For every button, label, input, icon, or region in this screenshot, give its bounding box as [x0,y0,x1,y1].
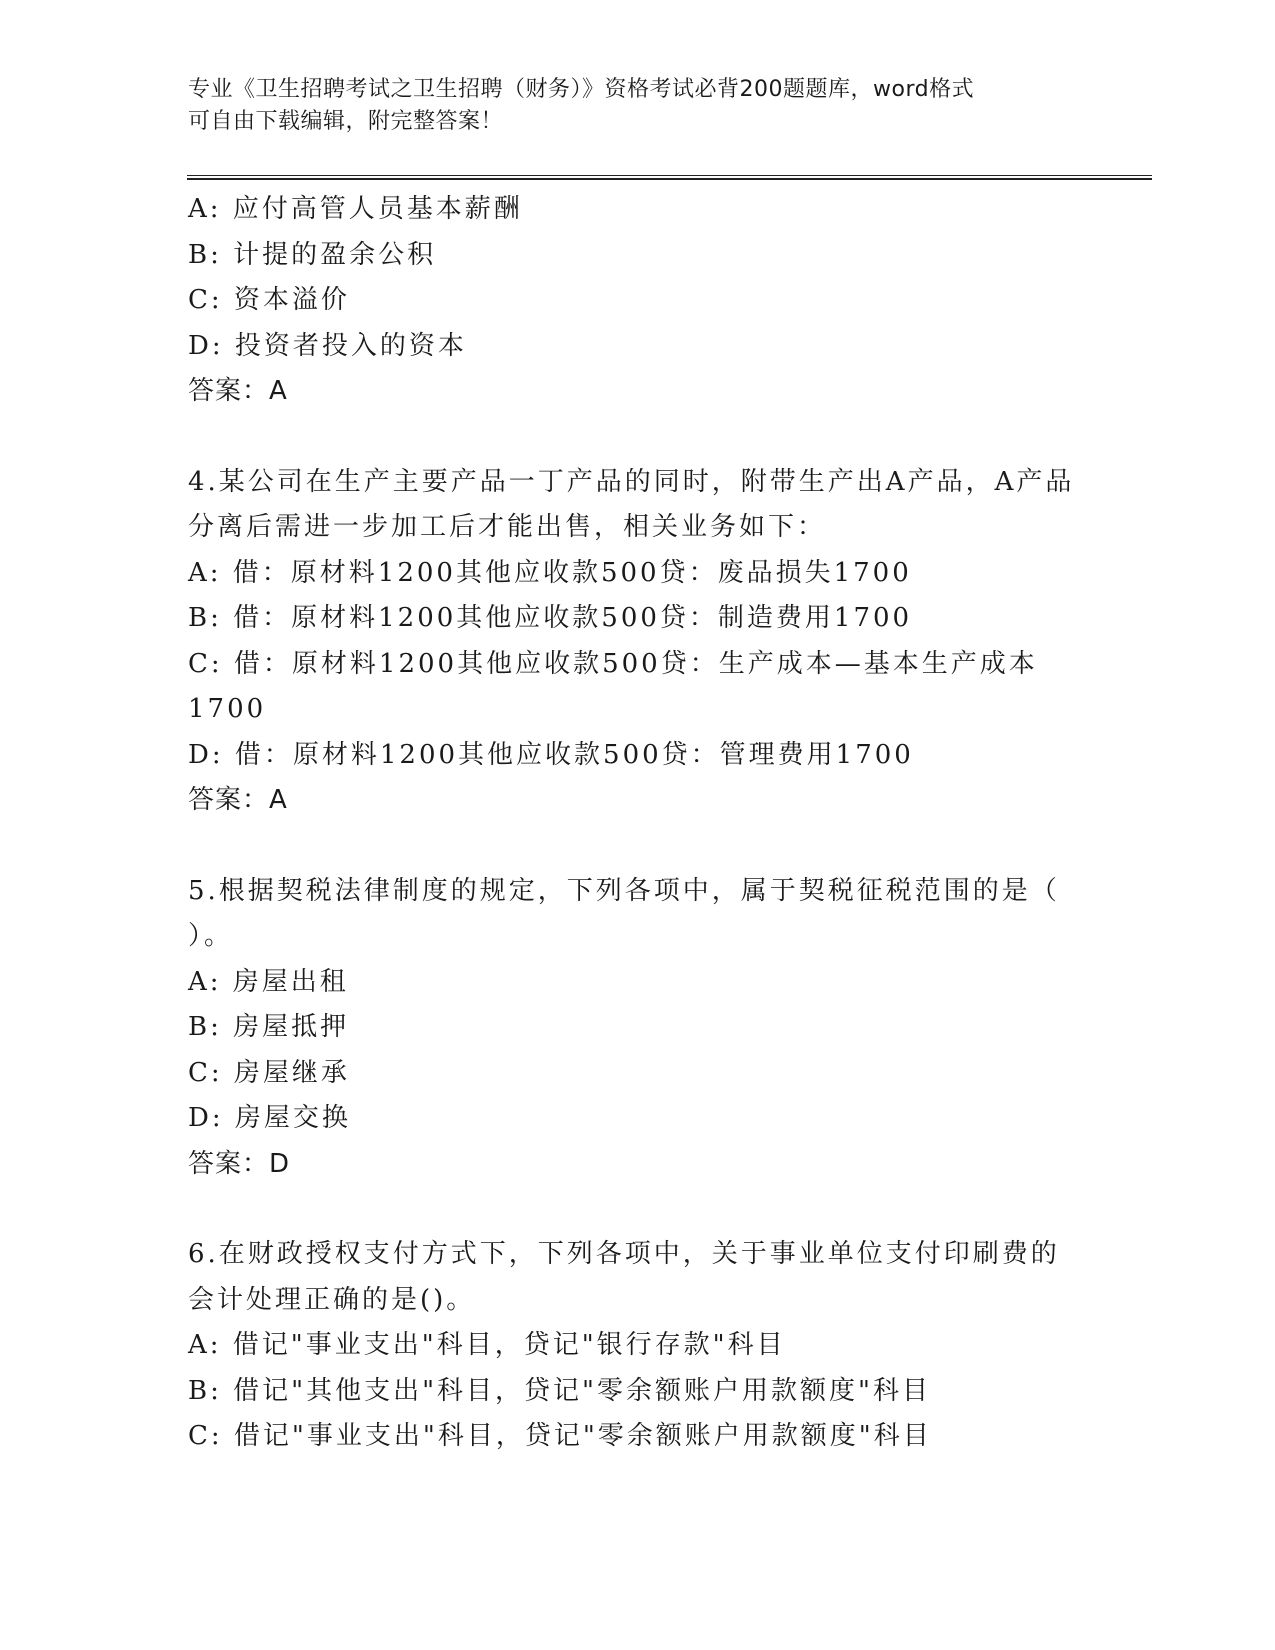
question-6 [188,1232,1088,1460]
question-spacer [188,1187,1088,1232]
q4-option-a: A: 借：原材料1200其他应收款500贷：废品损失1700 [188,557,912,588]
q4-option-c: C: 借：原材料1200其他应收款500贷：生产成本—基本生产成本 [188,648,1038,679]
q6-option-a: A: 借记"事业支出"科目，贷记"银行存款"科目 [188,1330,786,1360]
question-content [188,187,1088,1460]
question-spacer [188,824,1088,869]
q5-option-d: D: 房屋交换 [188,1103,351,1133]
q6-stem-line-1: 6.在财政授权支付方式下，下列各项中，关于事业单位支付印刷费的 [188,1239,1060,1269]
q5-option-a: A: 房屋出租 [188,966,349,997]
q5-stem-line-2: ）。 [188,921,234,951]
q6-option-c: C: 借记"事业支出"科目，贷记"零余额账户用款额度"科目 [188,1421,932,1451]
q4-option-c-continued: 1700 [188,694,267,724]
q4-option-b: B: 借：原材料1200其他应收款500贷：制造费用1700 [188,603,913,633]
question-4 [188,460,1088,824]
question-5 [188,869,1088,1188]
header-line-1: 专业《卫生招聘考试之卫生招聘（财务）》资格考试必背200题题库，word格式 [188,77,975,102]
q3-option-c: C: 资本溢价 [188,285,350,315]
q6-stem-line-2: 会计处理正确的是()。 [188,1284,476,1315]
document-header [188,74,1088,138]
q4-stem-line-1: 4.某公司在生产主要产品一丁产品的同时，附带生产出A产品，A产品 [188,466,1075,497]
header-divider [187,175,1152,180]
q4-option-d: D: 借：原材料1200其他应收款500贷：管理费用1700 [188,739,914,770]
q3-option-b: B: 计提的盈余公积 [188,239,437,270]
question-spacer [188,415,1088,460]
q5-stem-line-1: 5.根据契税法律制度的规定，下列各项中，属于契税征税范围的是（ [188,875,1060,906]
q5-option-b: B: 房屋抵押 [188,1012,350,1042]
question-3 [188,187,1088,415]
q3-option-d: D: 投资者投入的资本 [188,330,467,361]
q6-option-b: B: 借记"其他支出"科目，贷记"零余额账户用款额度"科目 [188,1375,931,1406]
header-line-2: 可自由下载编辑，附完整答案！ [188,109,504,134]
q3-option-a: A: 应付高管人员基本薪酬 [188,194,523,224]
q4-answer: 答案：A [188,785,288,815]
q4-stem-line-2: 分离后需进一步加工后才能出售，相关业务如下： [188,512,827,542]
q5-option-c: C: 房屋继承 [188,1057,350,1088]
q3-answer: 答案：A [188,376,288,406]
q5-answer: 答案：D [188,1148,291,1179]
